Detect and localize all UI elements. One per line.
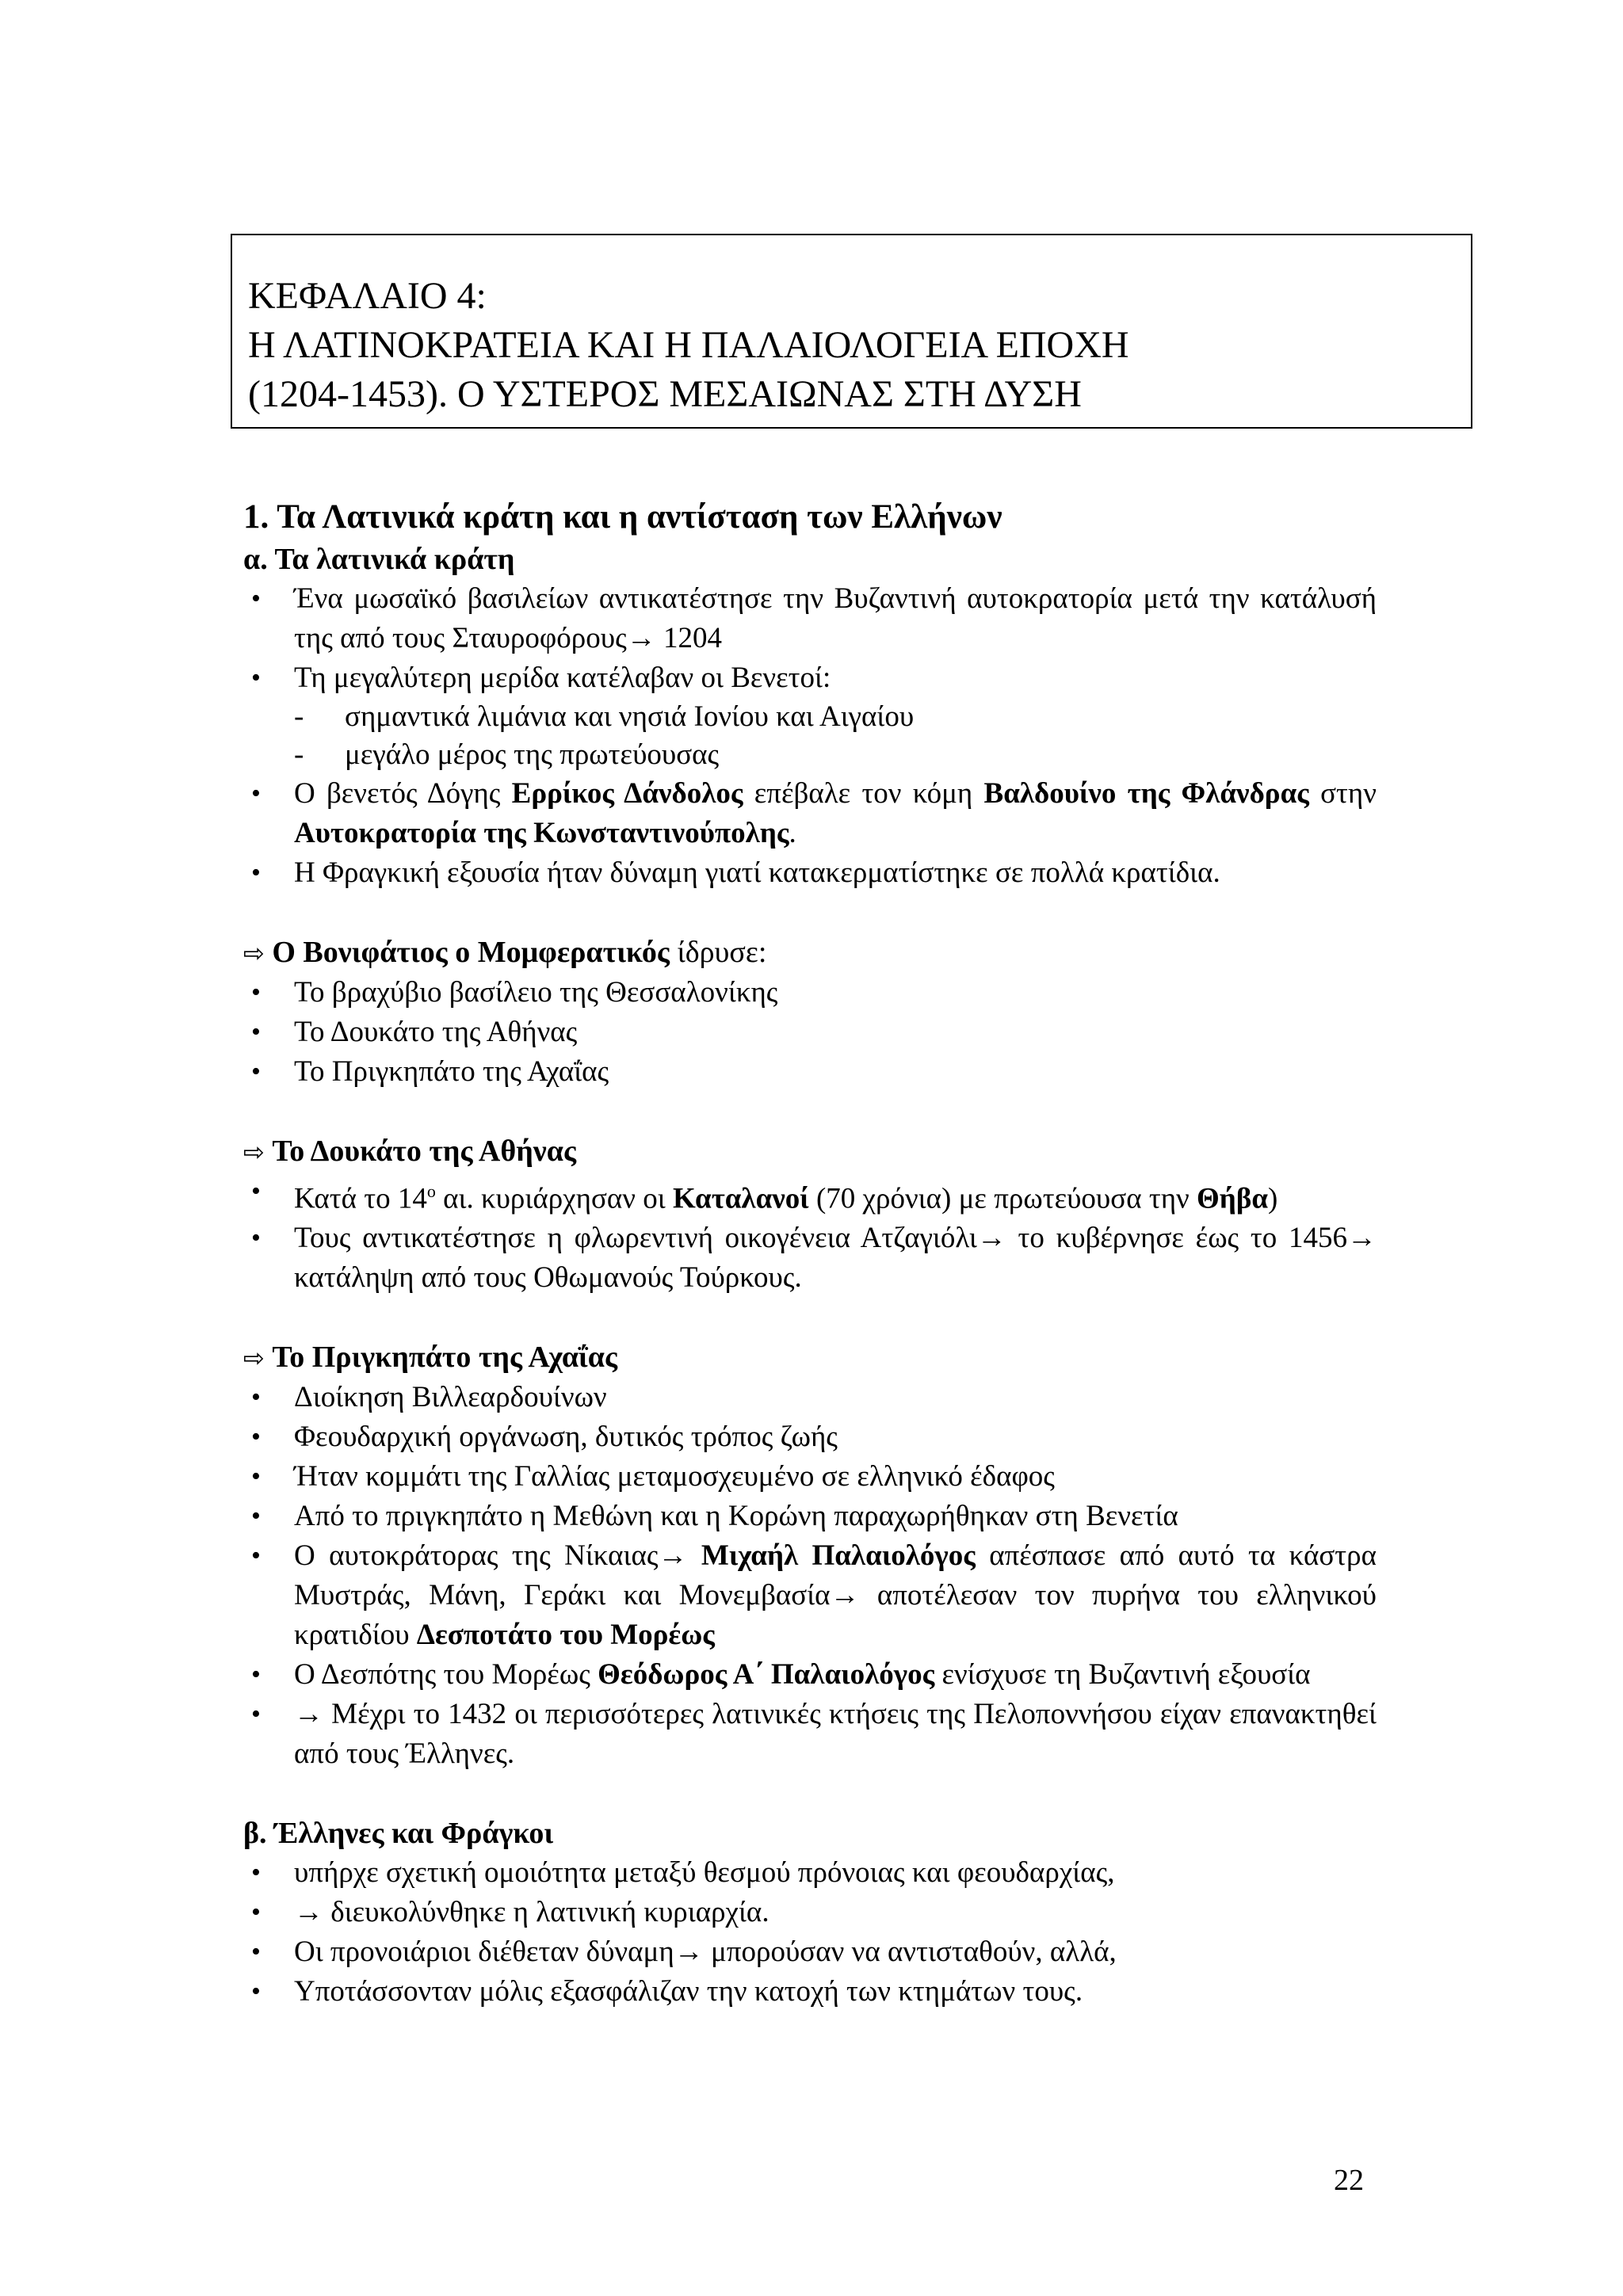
subsection-heading: β. Έλληνες και Φράγκοι [243, 1817, 554, 1851]
list-item: • Οι προνοιάριοι διέθεταν δύναμη→ μπορούσαν να αντισταθούν, αλλά, [243, 1932, 1377, 1972]
list-item: • → Μέχρι το 1432 οι περισσότερες λατινικές κτήσεις της Πελοποννήσου είχαν επανακτηθεί από τους Έλληνες. [243, 1695, 1377, 1774]
list-item: • Ένα μωσαϊκό βασιλείων αντικατέστησε την Βυζαντινή αυτοκρατορία μετά την κατάλυσή της από τους Σταυροφόρους→ 1204 [243, 579, 1377, 658]
bullet-list [243, 1378, 1377, 1774]
list-item: • Τους αντικατέστησε η φλωρεντινή οικογένεια Ατζαγιόλι→ το κυβέρνησε έως το 1456→ κατάληψη από τους Οθωμανούς Τούρκους. [243, 1219, 1377, 1298]
chapter-title-line-2: Η ΛΑΤΙΝΟΚΡΑΤΕΙΑ ΚΑΙ Η ΠΑΛΑΙΟΛΟΓΕΙΑ ΕΠΟΧΗ [248, 324, 1129, 366]
list-item: • Φεουδαρχική οργάνωση, δυτικός τρόπος ζωής [243, 1417, 1377, 1457]
list-item: • υπήρχε σχετική ομοιότητα μεταξύ θεσμού πρόνοιας και φεουδαρχίας, [243, 1853, 1377, 1893]
chapter-title-line-3: (1204-1453). Ο ΥΣΤΕΡΟΣ ΜΕΣΑΙΩΝΑΣ ΣΤΗ ΔΥΣΗ [248, 373, 1082, 415]
bullet-list [243, 1172, 1377, 1298]
list-item: • → διευκολύνθηκε η λατινική κυριαρχία. [243, 1893, 1377, 1932]
list-item: • Ο Δεσπότης του Μορέως Θεόδωρος Α΄ Παλαιολόγος ενίσχυσε τη Βυζαντινή εξουσία [243, 1655, 1377, 1695]
document-body [243, 495, 1377, 2012]
list-item: • Το Πριγκηπάτο της Αχαΐας [243, 1052, 1377, 1092]
bullet-list [243, 774, 1377, 893]
page-number: 22 [1334, 2164, 1364, 2197]
list-item: • Διοίκηση Βιλλεαρδουίνων [243, 1378, 1377, 1417]
list-item: • Ο αυτοκράτορας της Νίκαιας→ Μιχαήλ Παλαιολόγος απέσπασε από αυτό τα κάστρα Μυστράς, Μάνη, Γεράκι και Μονεμβασία→ αποτέλεσαν τον πυρήνα του ελληνικού κρατιδίου Δεσποτάτο του Μορέως [243, 1536, 1377, 1655]
dash-item: - σημαντικά λιμάνια και νησιά Ιονίου και Αιγαίου [294, 700, 915, 733]
list-item: • Ήταν κομμάτι της Γαλλίας μεταμοσχευμένο σε ελληνικό έδαφος [243, 1457, 1377, 1497]
topic-heading: ⇨ Το Πριγκηπάτο της Αχαΐας [243, 1341, 618, 1375]
subsection-heading: α. Τα λατινικά κράτη [243, 543, 515, 576]
arrow-right-icon: ⇨ [243, 938, 265, 968]
list-item: • Η Φραγκική εξουσία ήταν δύναμη γιατί κατακερματίστηκε σε πολλά κρατίδια. [243, 853, 1377, 893]
bullet-list [243, 1853, 1377, 2012]
list-item: • Το Δουκάτο της Αθήνας [243, 1013, 1377, 1052]
chapter-title-line-1: ΚΕΦΑΛΑΙΟ 4: [248, 275, 487, 317]
arrow-right-icon: ⇨ [243, 1137, 265, 1167]
list-item: • Το βραχύβιο βασίλειο της Θεσσαλονίκης [243, 973, 1377, 1013]
arrow-right-icon: ⇨ [243, 1343, 265, 1374]
bullet-list [243, 973, 1377, 1092]
dash-item: - μεγάλο μέρος της πρωτεύουσας [294, 738, 720, 771]
list-item: • Υποτάσσονταν μόλις εξασφάλιζαν την κατοχή των κτημάτων τους. [243, 1972, 1377, 2012]
list-item: • Από το πριγκηπάτο η Μεθώνη και η Κορώνη παραχωρήθηκαν στη Βενετία [243, 1497, 1377, 1536]
topic-heading: ⇨ Το Δουκάτο της Αθήνας [243, 1135, 576, 1168]
list-item: • Ο βενετός Δόγης Ερρίκος Δάνδολος επέβαλε τον κόμη Βαλδουίνο της Φλάνδρας στην Αυτοκρατορία της Κωνσταντινούπολης. [243, 774, 1377, 853]
topic-heading: ⇨ Ο Βονιφάτιος ο Μομφερατικός ίδρυσε: [243, 936, 767, 969]
chapter-title-box [231, 234, 1472, 429]
section-heading: 1. Τα Λατινικά κράτη και η αντίσταση των Ελλήνων [243, 498, 1002, 536]
bullet-list [243, 579, 1377, 698]
list-item: • Κατά το $14^o$ αι. κυριάρχησαν οι Καταλανοί (70 χρόνια) με πρωτεύουσα την Θήβα) [243, 1172, 1377, 1219]
list-item: • Τη μεγαλύτερη μερίδα κατέλαβαν οι Βενετοί: [243, 658, 1377, 698]
